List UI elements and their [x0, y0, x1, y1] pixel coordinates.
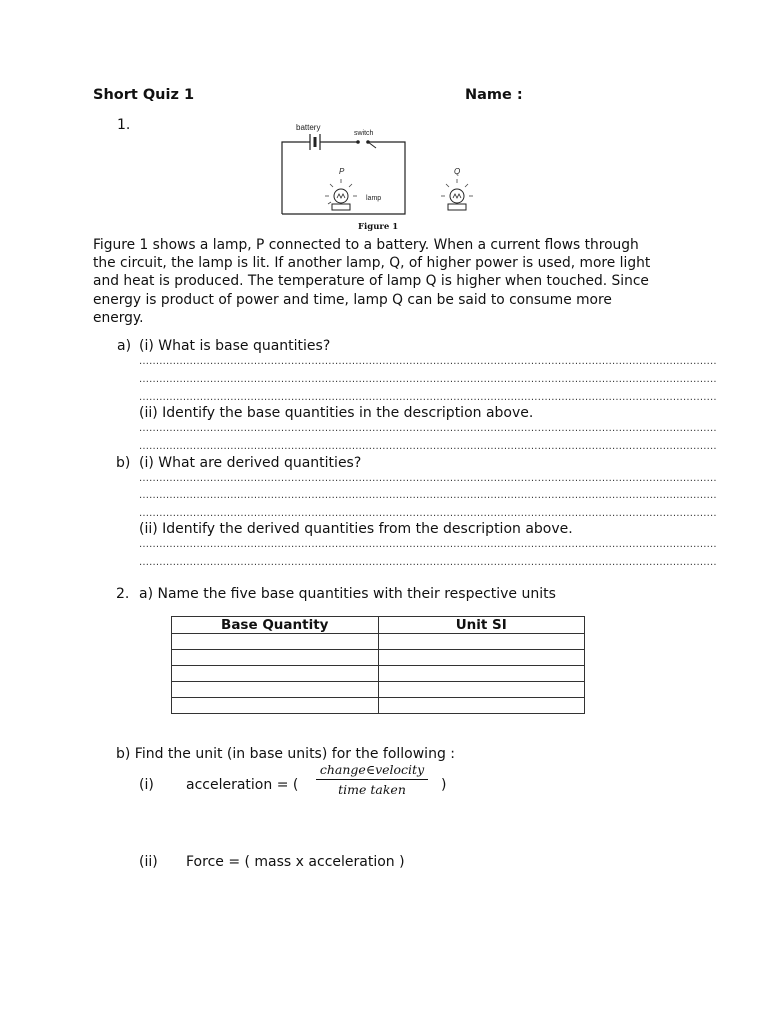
table-row — [172, 666, 585, 682]
answer-line[interactable]: ........................................................................................................................................................................... — [139, 356, 717, 367]
description-line: Figure 1 shows a lamp, P connected to a battery. When a current flows through — [93, 237, 639, 253]
part-b-ii-question: (ii) Identify the derived quantities from the description above. — [139, 521, 573, 537]
table-row — [172, 650, 585, 666]
circuit-figure — [262, 118, 492, 236]
battery-label: battery — [296, 123, 321, 132]
figure-caption: Figure 1 — [358, 222, 399, 232]
force-text: Force = ( mass x acceleration ) — [186, 854, 405, 870]
fraction-numerator: change∈velocity — [316, 762, 428, 780]
part-b-i-question: (i) What are derived quantities? — [139, 455, 362, 471]
question-2-number: 2. — [116, 586, 130, 602]
answer-line[interactable]: ........................................................................................................................................................................... — [139, 557, 717, 568]
table-cell[interactable] — [378, 666, 585, 682]
name-label: Name : — [465, 87, 523, 103]
answer-line[interactable]: ........................................................................................................................................................................... — [139, 423, 717, 434]
table-cell[interactable] — [172, 698, 379, 714]
fraction-denominator: time taken — [338, 782, 406, 797]
part-a-i-question: (i) What is base quantities? — [139, 338, 331, 354]
unit-si-header: Unit SI — [378, 617, 585, 634]
table-cell[interactable] — [378, 634, 585, 650]
table-cell[interactable] — [172, 682, 379, 698]
lamp-label: lamp — [366, 195, 382, 202]
part-a-ii-question: (ii) Identify the base quantities in the description above. — [139, 405, 534, 421]
table-cell[interactable] — [378, 650, 585, 666]
answer-line[interactable]: ........................................................................................................................................................................... — [139, 490, 717, 501]
switch-label: switch — [354, 130, 374, 137]
lamp-p-icon — [325, 179, 357, 210]
description-line: the circuit, the lamp is lit. If another lamp, Q, of higher power is used, more light — [93, 255, 651, 272]
part-b-label: b) — [116, 455, 131, 471]
answer-line[interactable]: ........................................................................................................................................................................... — [139, 473, 717, 484]
table-cell[interactable] — [172, 650, 379, 666]
quiz-title: Short Quiz 1 — [93, 87, 195, 103]
acceleration-fraction — [316, 762, 428, 797]
lamp-q-label: Q — [454, 167, 461, 176]
base-quantity-table — [171, 616, 585, 714]
question-1-number: 1. — [117, 117, 131, 133]
battery-icon — [306, 134, 322, 150]
answer-line[interactable]: ........................................................................................................................................................................... — [139, 392, 717, 403]
acceleration-text: acceleration = ( — [186, 777, 299, 793]
table-cell[interactable] — [172, 666, 379, 682]
question-2b-text: b) Find the unit (in base units) for the following : — [116, 746, 455, 762]
table-row — [172, 698, 585, 714]
description-line: energy. — [93, 309, 144, 326]
table-row — [172, 682, 585, 698]
lamp-p-label: P — [339, 167, 345, 176]
table-header-row — [172, 617, 585, 634]
base-quantity-header: Base Quantity — [172, 617, 379, 634]
table-cell[interactable] — [172, 634, 379, 650]
question-2a-text: a) Name the five base quantities with their respective units — [139, 586, 556, 602]
table-row — [172, 634, 585, 650]
table-cell[interactable] — [378, 682, 585, 698]
description-line: energy is product of power and time, lamp Q can be said to consume more — [93, 291, 612, 308]
circuit-wire — [282, 142, 405, 214]
answer-line[interactable]: ........................................................................................................................................................................... — [139, 539, 717, 550]
question-1-description — [93, 236, 673, 327]
table-cell[interactable] — [378, 698, 585, 714]
item-i-label: (i) — [139, 777, 154, 793]
lamp-q-icon — [441, 179, 473, 210]
switch-icon — [356, 140, 376, 148]
answer-line[interactable]: ........................................................................................................................................................................... — [139, 441, 717, 452]
answer-line[interactable]: ........................................................................................................................................................................... — [139, 374, 717, 385]
part-a-label: a) — [117, 338, 132, 354]
closing-parenthesis: ) — [441, 777, 447, 793]
description-line: and heat is produced. The temperature of lamp Q is higher when touched. Since — [93, 273, 649, 290]
answer-line[interactable]: ........................................................................................................................................................................... — [139, 508, 717, 519]
item-ii-label: (ii) — [139, 854, 158, 870]
